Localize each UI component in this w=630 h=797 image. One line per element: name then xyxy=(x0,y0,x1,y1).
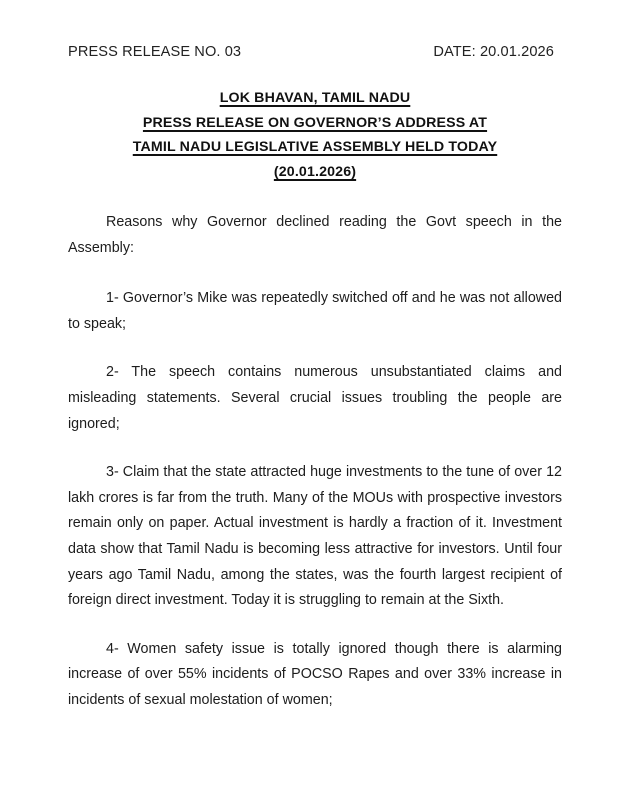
reason-point-4: 4- Women safety issue is totally ignored though there is alarming increase of over 55% incidents of POCSO Rapes and over 33% increase in incidents of sexual molestation of women; xyxy=(68,640,562,708)
reason-point-3: 3- Claim that the state attracted huge investments to the tune of over 12 lakh crores is far from the truth. Many of the MOUs with prospective investors remain only on paper. Actual investment is hardly a fraction of it. Investment data show that Tamil Nadu is becoming less attractive for investors. Until four years ago Tamil Nadu, among the states, was the fourth largest recipient of foreign direct investment. Today it is struggling to remain at the Sixth. xyxy=(68,464,562,609)
intro-paragraph: Reasons why Governor declined reading the Govt speech in the Assembly: xyxy=(68,214,562,256)
title-line-subject-2 xyxy=(68,135,562,160)
press-release-date: DATE: 20.01.2026 xyxy=(433,44,554,60)
reason-point-1: 1- Governor’s Mike was repeatedly switched off and he was not allowed to speak; xyxy=(68,290,562,332)
title-line-subject-1-text: PRESS RELEASE ON GOVERNOR’S ADDRESS AT xyxy=(142,114,488,131)
press-release-number: PRESS RELEASE NO. 03 xyxy=(68,44,242,60)
reason-point-2: 2- The speech contains numerous unsubstantiated claims and misleading statements. Several crucial issues troubling the people are ignored; xyxy=(68,364,562,432)
title-line-date-text: (20.01.2026) xyxy=(273,163,357,180)
title-line-date xyxy=(68,160,562,185)
title-line-subject-2-text: TAMIL NADU LEGISLATIVE ASSEMBLY HELD TODAY xyxy=(132,139,498,155)
document-body xyxy=(68,210,562,714)
document-header xyxy=(68,44,562,66)
title-line-subject-1 xyxy=(68,111,562,136)
document-title-block xyxy=(68,86,562,184)
title-line-organisation xyxy=(68,86,562,111)
title-line-organisation-text: LOK BHAVAN, TAMIL NADU xyxy=(219,90,411,106)
